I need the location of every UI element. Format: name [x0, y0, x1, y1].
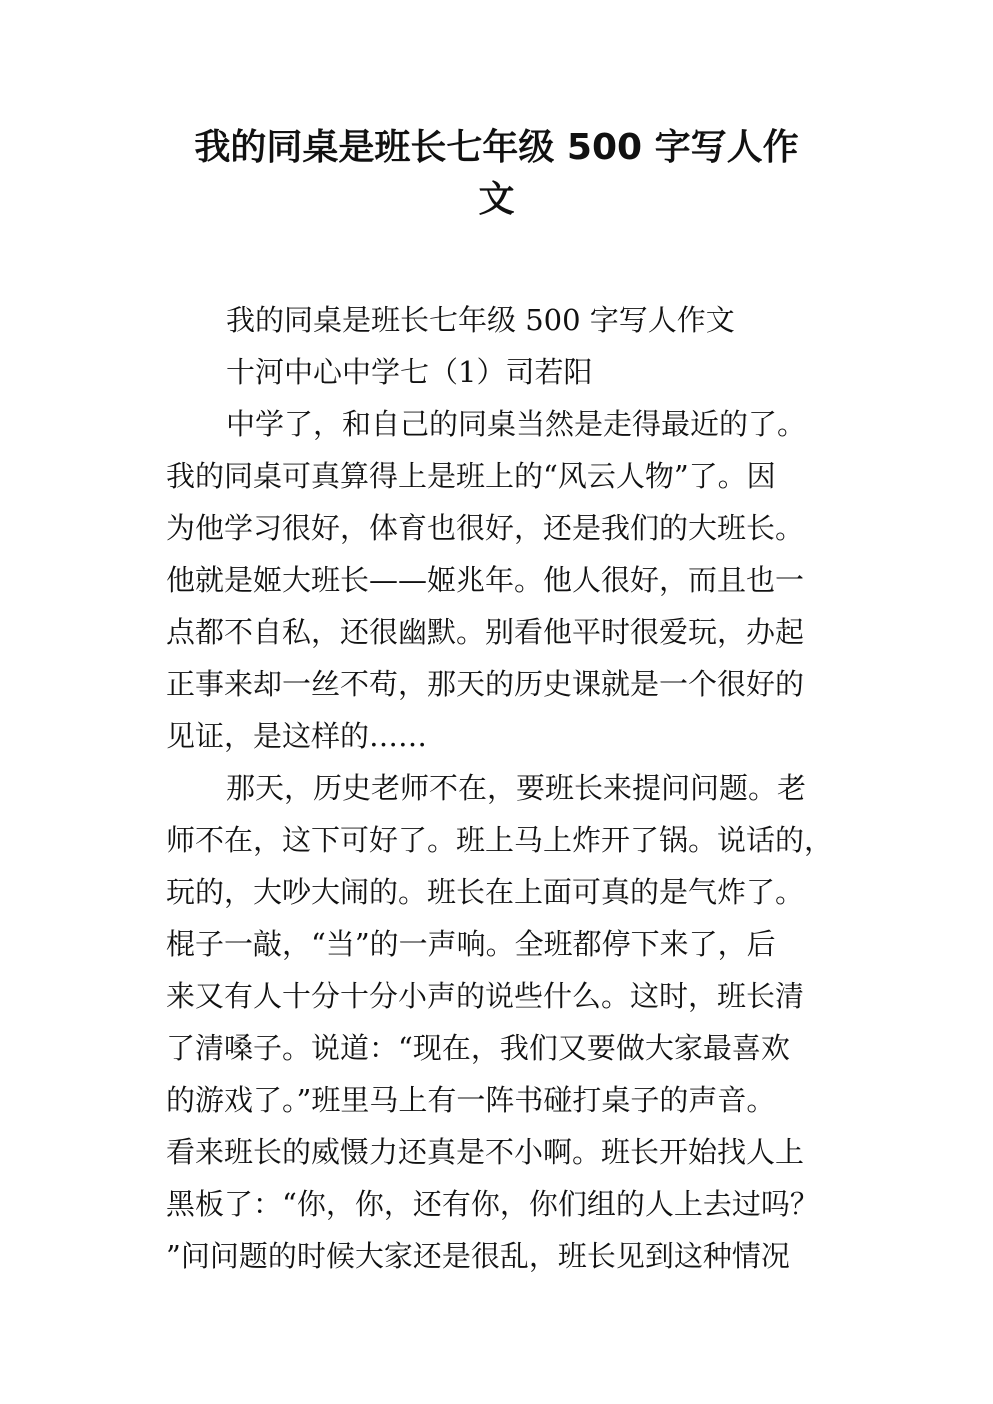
title-line-2: 文	[478, 179, 515, 220]
text-line: 我的同桌是班长七年级 500 字写人作文	[226, 303, 735, 337]
text-line: 看来班长的威慑力还真是不小啊。班长开始找人上	[166, 1135, 805, 1169]
text-line: 棍子一敲，“当”的一声响。全班都停下来了，后	[166, 927, 776, 961]
text-line: 那天，历史老师不在，要班长来提问问题。老	[226, 771, 807, 805]
text-line: 来又有人十分十分小声的说些什么。这时，班长清	[166, 979, 805, 1013]
title-line-1: 我的同桌是班长七年级 500 字写人作	[194, 127, 799, 168]
text-line: 了清嗓子。说道：“现在，我们又要做大家最喜欢	[166, 1031, 790, 1065]
document-body	[166, 294, 846, 1282]
text-line: 中学了，和自己的同桌当然是走得最近的了。	[226, 407, 807, 441]
text-line: 为他学习很好，体育也很好，还是我们的大班长。	[166, 511, 805, 545]
text-line: 的游戏了。”班里马上有一阵书碰打桌子的声音。	[166, 1083, 776, 1117]
text-line: 玩的，大吵大闹的。班长在上面可真的是气炸了。	[166, 875, 805, 909]
text-line: ”问问题的时候大家还是很乱，班长见到这种情况	[166, 1239, 790, 1273]
text-line: 见证，是这样的……	[166, 719, 428, 753]
text-line: 十河中心中学七（1）司若阳	[226, 355, 593, 389]
text-line: 点都不自私，还很幽默。别看他平时很爱玩，办起	[166, 615, 805, 649]
text-line: 师不在，这下可好了。班上马上炸开了锅。说话的，	[166, 823, 834, 857]
text-line: 他就是姬大班长——姬兆年。他人很好，而且也一	[166, 563, 805, 597]
text-line: 我的同桌可真算得上是班上的“风云人物”了。因	[166, 459, 776, 493]
document-title	[0, 122, 993, 226]
text-line: 正事来却一丝不苟，那天的历史课就是一个很好的	[166, 667, 805, 701]
text-line: 黑板了：“你，你，还有你，你们组的人上去过吗？	[166, 1187, 819, 1221]
